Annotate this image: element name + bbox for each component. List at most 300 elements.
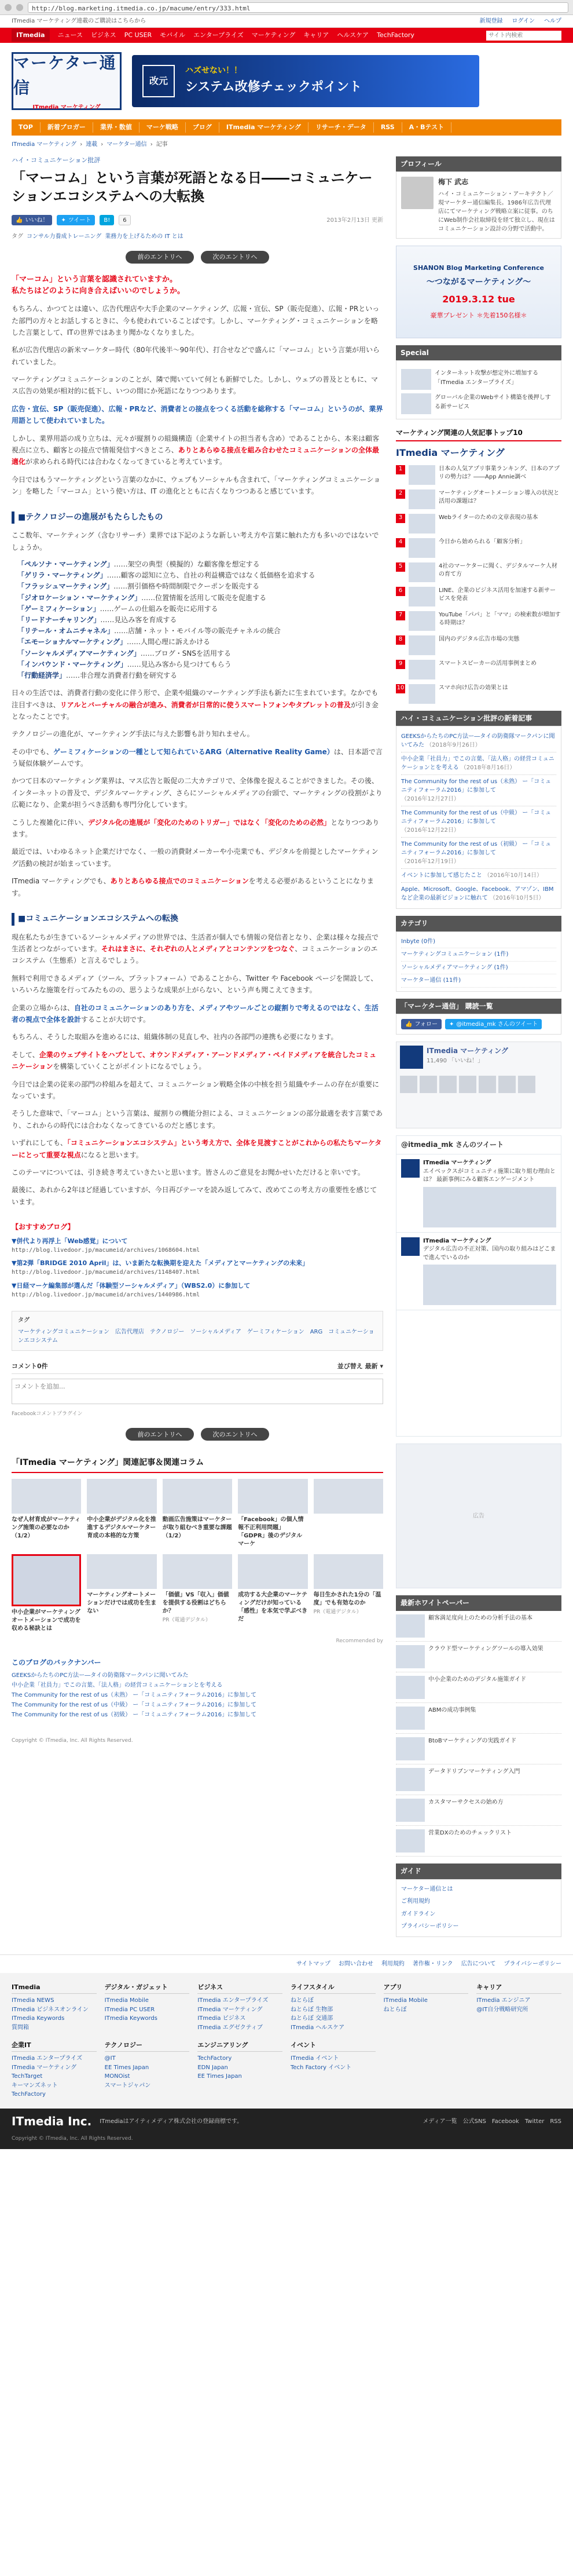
new-posts-heading: ハイ・コミュニケーション批評の新着記事 xyxy=(396,711,561,726)
footer-link[interactable]: 広告について xyxy=(461,1960,496,1967)
paragraph-text: そして、 xyxy=(12,1050,39,1059)
footer-site-link[interactable]: TechFactory xyxy=(12,2091,46,2098)
article-paragraph xyxy=(12,746,383,770)
new-post-item[interactable] xyxy=(401,752,556,775)
paragraph-text: になると思います。 xyxy=(80,1150,143,1159)
tag-box-label: タグ xyxy=(18,1317,30,1324)
trend-item xyxy=(12,659,383,670)
footer-site-link[interactable]: MONOist xyxy=(104,2073,130,2080)
paragraph-text: 日々の生活では、消費者行動の変化に伴う形で、企業や組織のマーケティング手法も新たに生まれています。なかでも注目すべきは、 xyxy=(12,689,379,709)
related-thumbnail xyxy=(12,1554,81,1606)
ad-label: 広告 xyxy=(473,1512,484,1519)
guide-link[interactable]: ご利用規約 xyxy=(401,1898,430,1905)
recommend-url[interactable]: http://blog.livedoor.jp/macumeid/archives/1068604.html xyxy=(12,1247,200,1254)
whitepaper-item[interactable] xyxy=(396,1642,561,1672)
facebook-page-plugin xyxy=(396,1042,561,1128)
rank-number: 2 xyxy=(396,489,405,499)
register-link[interactable]: 新規登録 xyxy=(479,17,503,24)
new-post-date: （2018年9月26日） xyxy=(426,742,481,749)
footer-column-heading[interactable]: 企業IT xyxy=(12,2040,97,2052)
footer-site-link[interactable]: ITmedia エンタープライズ xyxy=(197,1997,269,2004)
login-link[interactable]: ログイン xyxy=(512,17,535,24)
network-link[interactable]: ニュース xyxy=(57,31,83,39)
trend-item xyxy=(12,648,383,659)
breadcrumb-item[interactable]: ITmedia マーケティング xyxy=(12,141,77,148)
footer-site-link[interactable]: @IT自分戦略研究所 xyxy=(476,2006,528,2013)
rank-title: Webライターのための文章表現の基本 xyxy=(439,514,538,521)
related-thumbnail xyxy=(87,1479,156,1514)
category-link[interactable]: Inbyte (0件) xyxy=(401,936,556,949)
whitepaper-title: 中小企業のためのデジタル施策ガイド xyxy=(428,1676,527,1683)
follow-label: フォロー xyxy=(414,1021,438,1028)
footer-site-link[interactable]: EE Times Japan xyxy=(197,2073,242,2080)
network-link[interactable]: モバイル xyxy=(160,31,186,39)
tweet-label: ツイート xyxy=(68,217,91,224)
back-number-link[interactable]: The Community for the rest of us（未熟） ー「コミュニティフォーラム2016」に参加して xyxy=(12,1691,257,1698)
rank-title: マーケティングオートメーション導入の状況と活用の課題は？ xyxy=(439,489,560,505)
twitter-follow-button[interactable] xyxy=(445,1019,542,1029)
whitepaper-thumbnail xyxy=(396,1676,425,1699)
footer-site-link[interactable]: EDN Japan xyxy=(197,2064,228,2071)
ranking-item[interactable] xyxy=(396,562,561,582)
article-paragraph: 私が広告代理店の新米マーケター時代（80年代後半〜90年代）、打合せなどで盛んに「マーコム」という言葉が用いられていました。 xyxy=(12,346,380,366)
main-column xyxy=(12,149,383,1937)
trend-desc: ……架空の典型（模擬的）な顧客像を想定する xyxy=(113,560,260,569)
related-card[interactable] xyxy=(238,1479,307,1548)
footer-column-heading[interactable]: ライフスタイル xyxy=(291,1982,376,1994)
related-card[interactable] xyxy=(238,1554,307,1633)
footer-column-heading[interactable]: エンジニアリング xyxy=(197,2040,282,2052)
footer-site-link[interactable]: ITmedia エンジニア xyxy=(476,1997,531,2004)
hatena-bookmark-button[interactable] xyxy=(100,215,114,225)
emphasis-text: デジタル化の進展が「変化のためのトリガー」ではなく「変化のための必然」 xyxy=(88,818,331,827)
twitter-timeline-heading[interactable]: @itmedia_mk さんのツイート xyxy=(396,1136,561,1154)
article-paragraph xyxy=(12,433,383,468)
article-section-label[interactable]: ハイ・コミュニケーション批評 xyxy=(12,156,101,164)
special-item[interactable] xyxy=(401,393,556,414)
recommend-heading: 【おすすめブログ】 xyxy=(12,1223,75,1232)
rank-number: 6 xyxy=(396,587,405,596)
network-link[interactable]: ビジネス xyxy=(91,31,116,39)
article-paragraph xyxy=(12,817,383,841)
tweet-avatar xyxy=(401,1237,420,1256)
global-nav xyxy=(12,119,561,136)
trend-name: 「ペルソナ・マーケティング」 xyxy=(17,560,114,569)
back-number-link[interactable]: The Community for the rest of us（初級） ー「コミュニティフォーラム2016」に参加して xyxy=(12,1711,257,1718)
footer-link[interactable]: プライバシーポリシー xyxy=(504,1960,561,1967)
footer-site-link[interactable]: ITmedia Mobile xyxy=(104,1997,149,2004)
article-paragraph: テクノロジーの進化が、マーケティング手法に与えた影響も計り知れません。 xyxy=(12,730,254,739)
new-post-item[interactable] xyxy=(401,775,556,806)
tag-link[interactable]: 業務力を上げるための IT とは xyxy=(105,233,183,240)
trend-item xyxy=(12,604,383,615)
author-bio: ハイ・コミュニケーション・アーキテクト／現マーケター通信編集長。1986年広告代理店にてマーケティング戦略立案に従事。のちにWeb制作会社取締役を経て独立し、現在はコミュニケーション設計の分野で活動中。 xyxy=(438,191,555,232)
footer-column-heading[interactable]: キャリア xyxy=(476,1982,561,1994)
category-link[interactable]: ソーシャルメディアマーケティング (1件) xyxy=(401,962,556,975)
trend-desc: ……ゲームの仕組みを販売に応用する xyxy=(100,604,218,613)
nav-item-rss[interactable]: RSS xyxy=(374,122,402,132)
network-link[interactable]: マーケティング xyxy=(251,31,296,39)
breadcrumb-sep: › xyxy=(80,141,83,148)
special-item[interactable] xyxy=(401,369,556,390)
rank-thumbnail xyxy=(409,635,435,655)
guide-list xyxy=(396,1879,561,1937)
paragraph-text: が求められる時代には合わなくなってきていると考えています。 xyxy=(25,458,227,466)
footer-site-link[interactable]: Tech Factory イベント xyxy=(291,2064,352,2071)
whitepaper-item[interactable] xyxy=(396,1734,561,1764)
guide-link[interactable]: マーケター通信とは xyxy=(401,1886,453,1892)
footer-site-link[interactable]: 質問箱 xyxy=(12,2024,29,2031)
network-link[interactable]: PC USER xyxy=(124,31,152,39)
network-link[interactable]: エンタープライズ xyxy=(193,31,244,39)
rank-number: 7 xyxy=(396,611,405,620)
rank-title: 4社のマーケターに聞く、デジタルマーケ人材の育て方 xyxy=(439,562,558,578)
lead-question: 「マーコム」という言葉を認識されていますか。 xyxy=(12,275,178,284)
footer-site-link[interactable]: EE Times Japan xyxy=(104,2064,149,2071)
nav-item[interactable]: マーケ戦略 xyxy=(139,122,186,132)
itmedia-corp-logo[interactable]: ITmedia Inc. xyxy=(12,2114,92,2129)
breadcrumb-item[interactable]: マーケター通信 xyxy=(106,141,147,148)
fb-page-icon[interactable] xyxy=(400,1046,423,1069)
thumbs-up-icon: 👍 xyxy=(16,217,23,224)
rank-thumbnail xyxy=(409,587,435,606)
fb-page-name[interactable]: ITmedia マーケティング xyxy=(427,1047,508,1055)
new-post-date: （2016年12月27日） xyxy=(401,796,460,803)
sidebar-ad[interactable] xyxy=(396,1444,561,1588)
trend-desc: ……非合理な消費者行動を研究する xyxy=(66,671,178,679)
footer-site-link[interactable]: TechTarget xyxy=(12,2073,43,2080)
related-thumbnail xyxy=(314,1554,383,1589)
guide-link[interactable]: プライバシーポリシー xyxy=(401,1923,459,1930)
corp-link[interactable]: RSS xyxy=(550,2118,561,2125)
header-ad-banner[interactable] xyxy=(132,55,479,107)
footer-site-link[interactable]: ねとらぼ xyxy=(383,2006,407,2013)
category-link[interactable]: マーケター通信 (11件) xyxy=(401,974,556,988)
recommended-by[interactable]: Recommended by xyxy=(336,1638,383,1645)
new-post-title: イベントに参加して感じたこと xyxy=(401,872,482,879)
forward-icon[interactable] xyxy=(16,4,23,11)
author-profile xyxy=(396,171,561,239)
guide-heading: ガイド xyxy=(396,1864,561,1879)
whitepaper-thumbnail xyxy=(396,1799,425,1822)
tw-follow-handle: @itmedia_mk さんのツイート xyxy=(456,1021,538,1028)
comment-input[interactable] xyxy=(12,1379,383,1404)
tweet-author: ITmedia マーケティング xyxy=(423,1160,491,1167)
follow-buttons xyxy=(401,1019,556,1029)
author-avatar[interactable] xyxy=(401,177,434,209)
whitepaper-item[interactable] xyxy=(396,1703,561,1734)
paragraph-text: ITmedia マーケティングでも、 xyxy=(12,877,111,886)
special-thumbnail xyxy=(401,369,431,390)
guide-link[interactable]: ガイドライン xyxy=(401,1910,436,1917)
conference-banner[interactable] xyxy=(396,246,561,338)
footer-site-link[interactable]: キーマンズネット xyxy=(12,2082,58,2089)
tweet-text: デジタル広告の不正対策、国内の取り組みはどこまで進んでいるのか xyxy=(423,1246,556,1261)
trend-desc: ……割引価格や時間制限でクーポンを販売する xyxy=(113,582,260,591)
site-search-input[interactable] xyxy=(486,31,561,41)
related-card[interactable] xyxy=(163,1554,232,1633)
new-post-item[interactable] xyxy=(401,730,556,752)
whitepaper-item[interactable] xyxy=(396,1795,561,1826)
category-link[interactable]: マーケティングコミュニケーション (1件) xyxy=(401,948,556,962)
rank-thumbnail xyxy=(409,538,435,558)
footer-column xyxy=(291,1982,376,2032)
whitepaper-thumbnail xyxy=(396,1737,425,1760)
author-name[interactable]: 梅下 武志 xyxy=(438,178,469,187)
nav-item-top[interactable]: TOP xyxy=(12,122,41,132)
nav-item[interactable]: ITmedia マーケティング xyxy=(219,122,308,132)
footer-site-link[interactable]: ITmedia イベント xyxy=(291,2055,339,2062)
ranking-item[interactable] xyxy=(396,587,561,606)
ranking-item[interactable] xyxy=(396,684,561,704)
rank-number: 4 xyxy=(396,538,405,547)
nav-item[interactable]: 新着ブロガー xyxy=(41,122,93,132)
footer-copyright: Copyright © ITmedia, Inc. All Rights Reserved. xyxy=(0,2135,573,2149)
fan-avatar xyxy=(439,1076,457,1093)
corp-link[interactable]: 公式SNS xyxy=(462,2118,486,2125)
ranking-heading: マーケティング関連の人気記事トップ10 xyxy=(396,427,561,441)
article-paragraph xyxy=(12,1002,383,1026)
footer-site-link[interactable]: スマートジャパン xyxy=(104,2082,151,2089)
back-number-link[interactable]: GEEKSからたちのPC方法ー―タイの防衛隊マークパンに聞いてみた xyxy=(12,1672,189,1679)
footer-link[interactable]: 利用規約 xyxy=(381,1960,405,1967)
comment-plugin-credit[interactable]: Facebookコメントプラグイン xyxy=(12,1411,83,1417)
trend-item xyxy=(12,615,383,626)
ranking-logo-text: ITmedia マーケティング xyxy=(396,447,505,458)
footer-site-link[interactable]: ITmedia PC USER xyxy=(104,2006,155,2013)
footer-column xyxy=(105,1982,190,2032)
like-label: いいね！ xyxy=(25,217,49,224)
whitepaper-list xyxy=(396,1611,561,1857)
breadcrumb xyxy=(12,140,561,149)
footer-site-link[interactable]: ITmedia Keywords xyxy=(104,2015,157,2022)
trend-item xyxy=(12,581,383,592)
paragraph-text: いずれにしても、 xyxy=(12,1139,68,1148)
bird-icon: ✦ xyxy=(61,217,66,224)
nav-item[interactable]: A・Bテスト xyxy=(402,122,451,132)
back-numbers-heading: このブログのバックナンバー xyxy=(12,1658,101,1667)
footer-link[interactable]: 著作権・リンク xyxy=(412,1960,453,1967)
footer-site-link[interactable]: ITmedia NEWS xyxy=(12,1997,54,2004)
special-title: インターネット攻撃が想定外に増加する「ITmedia エンタープライズ」 xyxy=(435,370,539,386)
related-card[interactable] xyxy=(314,1479,383,1548)
corp-link[interactable]: Twitter xyxy=(524,2118,545,2125)
ranking-item[interactable] xyxy=(396,538,561,558)
footer-site-link[interactable]: ITmedia ビジネス xyxy=(197,2015,246,2022)
article-paragraph xyxy=(12,1137,383,1161)
recommend-item xyxy=(12,1258,383,1277)
sidebar xyxy=(396,149,561,1937)
related-card[interactable] xyxy=(314,1554,383,1633)
tweet-button[interactable] xyxy=(57,215,95,225)
facebook-follow-button[interactable] xyxy=(401,1019,442,1029)
network-link[interactable]: キャリア xyxy=(303,31,329,39)
whitepaper-item[interactable] xyxy=(396,1672,561,1703)
back-number-link[interactable]: 中小企業「社員力」でこの言葉、「法人格」の経営コミュニケーションとを考える xyxy=(12,1682,223,1689)
footer-site-link[interactable]: ねとらぼ 生物部 xyxy=(291,2006,333,2013)
address-bar[interactable]: http://blog.marketing.itmedia.co.jp/macume/entry/333.html xyxy=(28,2,568,13)
article-paragraph: ここ数年、マーケティング（含むリサーチ）業界では下記のような新しい考え方や言葉に触れた方も多いのではないでしょうか。 xyxy=(12,531,379,551)
facebook-like-button[interactable] xyxy=(12,215,52,225)
related-card[interactable] xyxy=(12,1479,81,1548)
footer-column-heading[interactable]: テクノロジー xyxy=(105,2040,190,2052)
footer-site-link[interactable]: @IT xyxy=(104,2055,116,2062)
related-title: 中小企業がマーケティングオートメーションで成功を収める秘訣とは xyxy=(12,1609,81,1632)
new-post-date: （2016年12月22日） xyxy=(401,827,460,834)
corporate-footer xyxy=(0,2109,573,2135)
breadcrumb-item[interactable]: 連載 xyxy=(86,141,98,148)
prev-entry-button[interactable]: 前のエントリへ xyxy=(126,251,194,264)
article-paragraph xyxy=(12,1049,383,1073)
back-number-link[interactable]: The Community for the rest of us（中級） ー「コミュニティフォーラム2016」に参加して xyxy=(12,1701,257,1708)
new-post-item[interactable] xyxy=(401,806,556,838)
trend-name: 「行動経済学」 xyxy=(17,671,67,679)
footer-site-link[interactable]: ITmedia マーケティング xyxy=(197,2006,263,2013)
related-card[interactable] xyxy=(163,1479,232,1548)
nav-item[interactable]: リサーチ・データ xyxy=(308,122,374,132)
help-link[interactable]: ヘルプ xyxy=(544,17,561,24)
article-paragraph: 今日では企業の従来の部門の枠組みを超えて、コミュニケーション戦略全体の中核を担う組織やチームの存在が重要になっています。 xyxy=(12,1080,380,1100)
footer-site-link[interactable]: ITmedia マーケティング xyxy=(12,2064,77,2071)
footer-column-heading[interactable]: アプリ xyxy=(384,1982,469,1994)
footer-site-link[interactable]: ITmedia ヘルスケア xyxy=(291,2024,345,2031)
ranking-item[interactable] xyxy=(396,635,561,655)
related-card[interactable] xyxy=(87,1554,156,1633)
entry-nav-top xyxy=(12,251,383,264)
footer-column xyxy=(291,2040,376,2099)
rank-title: 日本の人気アプリ事業ランキング、日本のアプリの勢力は？――App Annie調べ xyxy=(439,465,560,481)
comments-section xyxy=(12,1361,383,1419)
tweet-avatar xyxy=(401,1159,420,1178)
related-title: 成功する大企業のマーケティングだけが知っている「感性」を本気で学ぶべきだ xyxy=(238,1592,308,1623)
footer-site-link[interactable]: TechFactory xyxy=(197,2055,232,2062)
emphasis-text: ゲーミフィケーションの一種として知られているARG（Alternative Reality Game） xyxy=(53,747,334,756)
whitepaper-heading: 最新ホワイトペーパー xyxy=(396,1595,561,1611)
utility-notice[interactable]: ITmedia マーケティング連載のご購読はこちらから xyxy=(12,17,146,24)
new-post-date: （2016年10月5日） xyxy=(490,895,545,902)
tag-box-tags[interactable]: マーケティングコミュニケーション 広告代理店 テクノロジー ソーシャルメディア ゲーミフィケーション ARG コミュニケーションエコシステム xyxy=(18,1328,374,1344)
recommend-title[interactable]: ▼第2弾「BRIDGE 2010 April」は、いま新たな転換期を迎えた「メディアとマーケティングの未来」 xyxy=(12,1259,309,1267)
tag-link[interactable]: コンサル力養成トレーニング xyxy=(27,233,102,240)
whitepaper-item[interactable] xyxy=(396,1764,561,1795)
next-entry-button[interactable]: 次のエントリへ xyxy=(201,1428,269,1441)
rank-thumbnail xyxy=(409,489,435,509)
fb-page-header xyxy=(396,1042,561,1072)
tag-label: タグ xyxy=(12,233,23,240)
utility-strip xyxy=(0,15,573,28)
paragraph-text: 、コミュニケーションのエコシステム（生態系）と言えるでしょう。 xyxy=(12,945,378,965)
site-logo[interactable] xyxy=(12,52,122,110)
whitepaper-thumbnail xyxy=(396,1829,425,1852)
tweet-item[interactable] xyxy=(396,1154,561,1233)
paragraph-text: 現在私たちが生きているソーシャルメディアの世界では、生活者が個人でも情報の発信者となり、企業は様々な接点で生活者とつながっています。 xyxy=(12,933,379,953)
footer-link[interactable]: お問い合わせ xyxy=(338,1960,373,1967)
whitepaper-title: 顧客満足度向上のための分析手法の基本 xyxy=(428,1615,532,1622)
footer-column-heading[interactable]: ビジネス xyxy=(197,1982,282,1994)
network-link[interactable]: ヘルスケア xyxy=(337,31,369,39)
paragraph-text: は、日本語で言う疑似体験ゲームです。 xyxy=(12,747,383,768)
back-icon[interactable] xyxy=(5,4,12,11)
itmedia-logo[interactable]: ITmedia xyxy=(12,29,50,41)
ranking-logo[interactable] xyxy=(396,446,561,461)
ranking-item[interactable] xyxy=(396,660,561,679)
rank-number: 5 xyxy=(396,562,405,572)
nav-item[interactable]: 業界・数値 xyxy=(93,122,139,132)
network-link[interactable]: TechFactory xyxy=(377,31,414,39)
corp-link[interactable]: Facebook xyxy=(491,2118,519,2125)
ranking-item[interactable] xyxy=(396,465,561,485)
recommend-url[interactable]: http://blog.livedoor.jp/macumeid/archives/1148407.html xyxy=(12,1269,200,1276)
follow-box xyxy=(396,1014,561,1035)
related-card[interactable] xyxy=(87,1479,156,1548)
whitepaper-title: BtoBマーケティングの実践ガイド xyxy=(428,1738,517,1745)
trend-item xyxy=(12,570,383,581)
footer-site-link[interactable]: ねとらぼ 交通部 xyxy=(291,2015,333,2022)
next-entry-button[interactable]: 次のエントリへ xyxy=(201,251,269,264)
whitepaper-item[interactable] xyxy=(396,1611,561,1642)
share-count: 6 xyxy=(119,215,130,225)
prev-entry-button[interactable]: 前のエントリへ xyxy=(126,1428,194,1441)
ranking-item[interactable] xyxy=(396,514,561,534)
footer-site-link[interactable]: ねとらぼ xyxy=(291,1997,314,2004)
trend-desc: ……見込み客から見つけてもらう xyxy=(127,660,232,668)
new-post-item[interactable] xyxy=(401,869,556,883)
footer-column-heading[interactable]: イベント xyxy=(291,2040,376,2052)
sort-select[interactable]: 最新 xyxy=(365,1362,378,1370)
footer-site-link[interactable]: ITmedia Mobile xyxy=(383,1997,428,2004)
entry-nav-bottom xyxy=(12,1428,383,1441)
trend-name: 「ゲーミフィケーション」 xyxy=(17,604,100,613)
new-post-date: （2016年12月19日） xyxy=(401,858,460,865)
emphasis-text: 「マーコム」というのが、業界用語として使われていました。 xyxy=(12,404,383,425)
browser-toolbar xyxy=(0,0,573,15)
tweet-item[interactable] xyxy=(396,1233,561,1311)
new-post-date: （2016年10月14日） xyxy=(484,872,543,879)
chevron-down-icon: ▾ xyxy=(380,1362,383,1370)
footer-site-link[interactable]: ITmedia Keywords xyxy=(12,2015,65,2022)
twitter-timeline xyxy=(396,1135,561,1437)
ranking-item[interactable] xyxy=(396,611,561,631)
paragraph-text: を構築していくことがポイントになるでしょう。 xyxy=(53,1062,206,1071)
nav-item[interactable]: ブログ xyxy=(186,122,219,132)
banner-badge: 改元 xyxy=(142,65,175,97)
new-post-title: The Community for the rest of us（未熟） ー「コミュニティフォーラム2016」に参加して xyxy=(401,779,552,794)
emphasis-text: ありとあらゆる接点を組み合わせたコミュニケーションの全体最適化 xyxy=(12,446,380,466)
footer-column-heading[interactable]: ITmedia xyxy=(12,1982,97,1994)
ranking-item[interactable] xyxy=(396,489,561,509)
related-card-highlighted[interactable] xyxy=(12,1554,81,1633)
recommend-url[interactable]: http://blog.livedoor.jp/macumeid/archives/1440986.html xyxy=(12,1291,200,1298)
article-paragraph: 無料で利用できるメディア（ツール、プラットフォーム）であることから、Twitter や Facebook ページを開設して、いろいろな施策を行ってみたものの、思うような成果が上がらない、という声も聞こえてきます。 xyxy=(12,974,378,995)
related-title: 「価値」VS「収入」価値を提供する役割はどちらか？ xyxy=(162,1592,229,1615)
recommend-title[interactable]: ▼併代より再浮上「Web感覚」について xyxy=(12,1237,128,1245)
recommend-title[interactable]: ▼日経マーケ編集部が選んだ「体験型ソーシャルメディア」（WBS2.0）に参加して xyxy=(12,1281,251,1289)
footer-site-link[interactable]: ITmedia エンタープライズ xyxy=(12,2055,83,2062)
comment-sort[interactable] xyxy=(337,1361,383,1371)
footer-site-link[interactable]: ITmedia エグゼクティブ xyxy=(197,2024,263,2031)
new-post-item[interactable] xyxy=(401,883,556,905)
paragraph-text: こうした複雑化に伴い、 xyxy=(12,818,89,827)
corp-link[interactable]: メディア一覧 xyxy=(423,2118,457,2125)
whitepaper-item[interactable] xyxy=(396,1826,561,1857)
footer-site-link[interactable]: ITmedia ビジネスオンライン xyxy=(12,2006,89,2013)
footer-column-heading[interactable]: デジタル・ガジェット xyxy=(105,1982,190,1994)
related-thumbnail xyxy=(163,1479,232,1514)
banner-event-date: 2019.3.12 tue xyxy=(442,294,515,305)
footer-link[interactable]: サイトマップ xyxy=(296,1960,330,1967)
paragraph-text: を考える必要があるということになります。 xyxy=(12,877,374,897)
new-post-item[interactable] xyxy=(401,838,556,869)
